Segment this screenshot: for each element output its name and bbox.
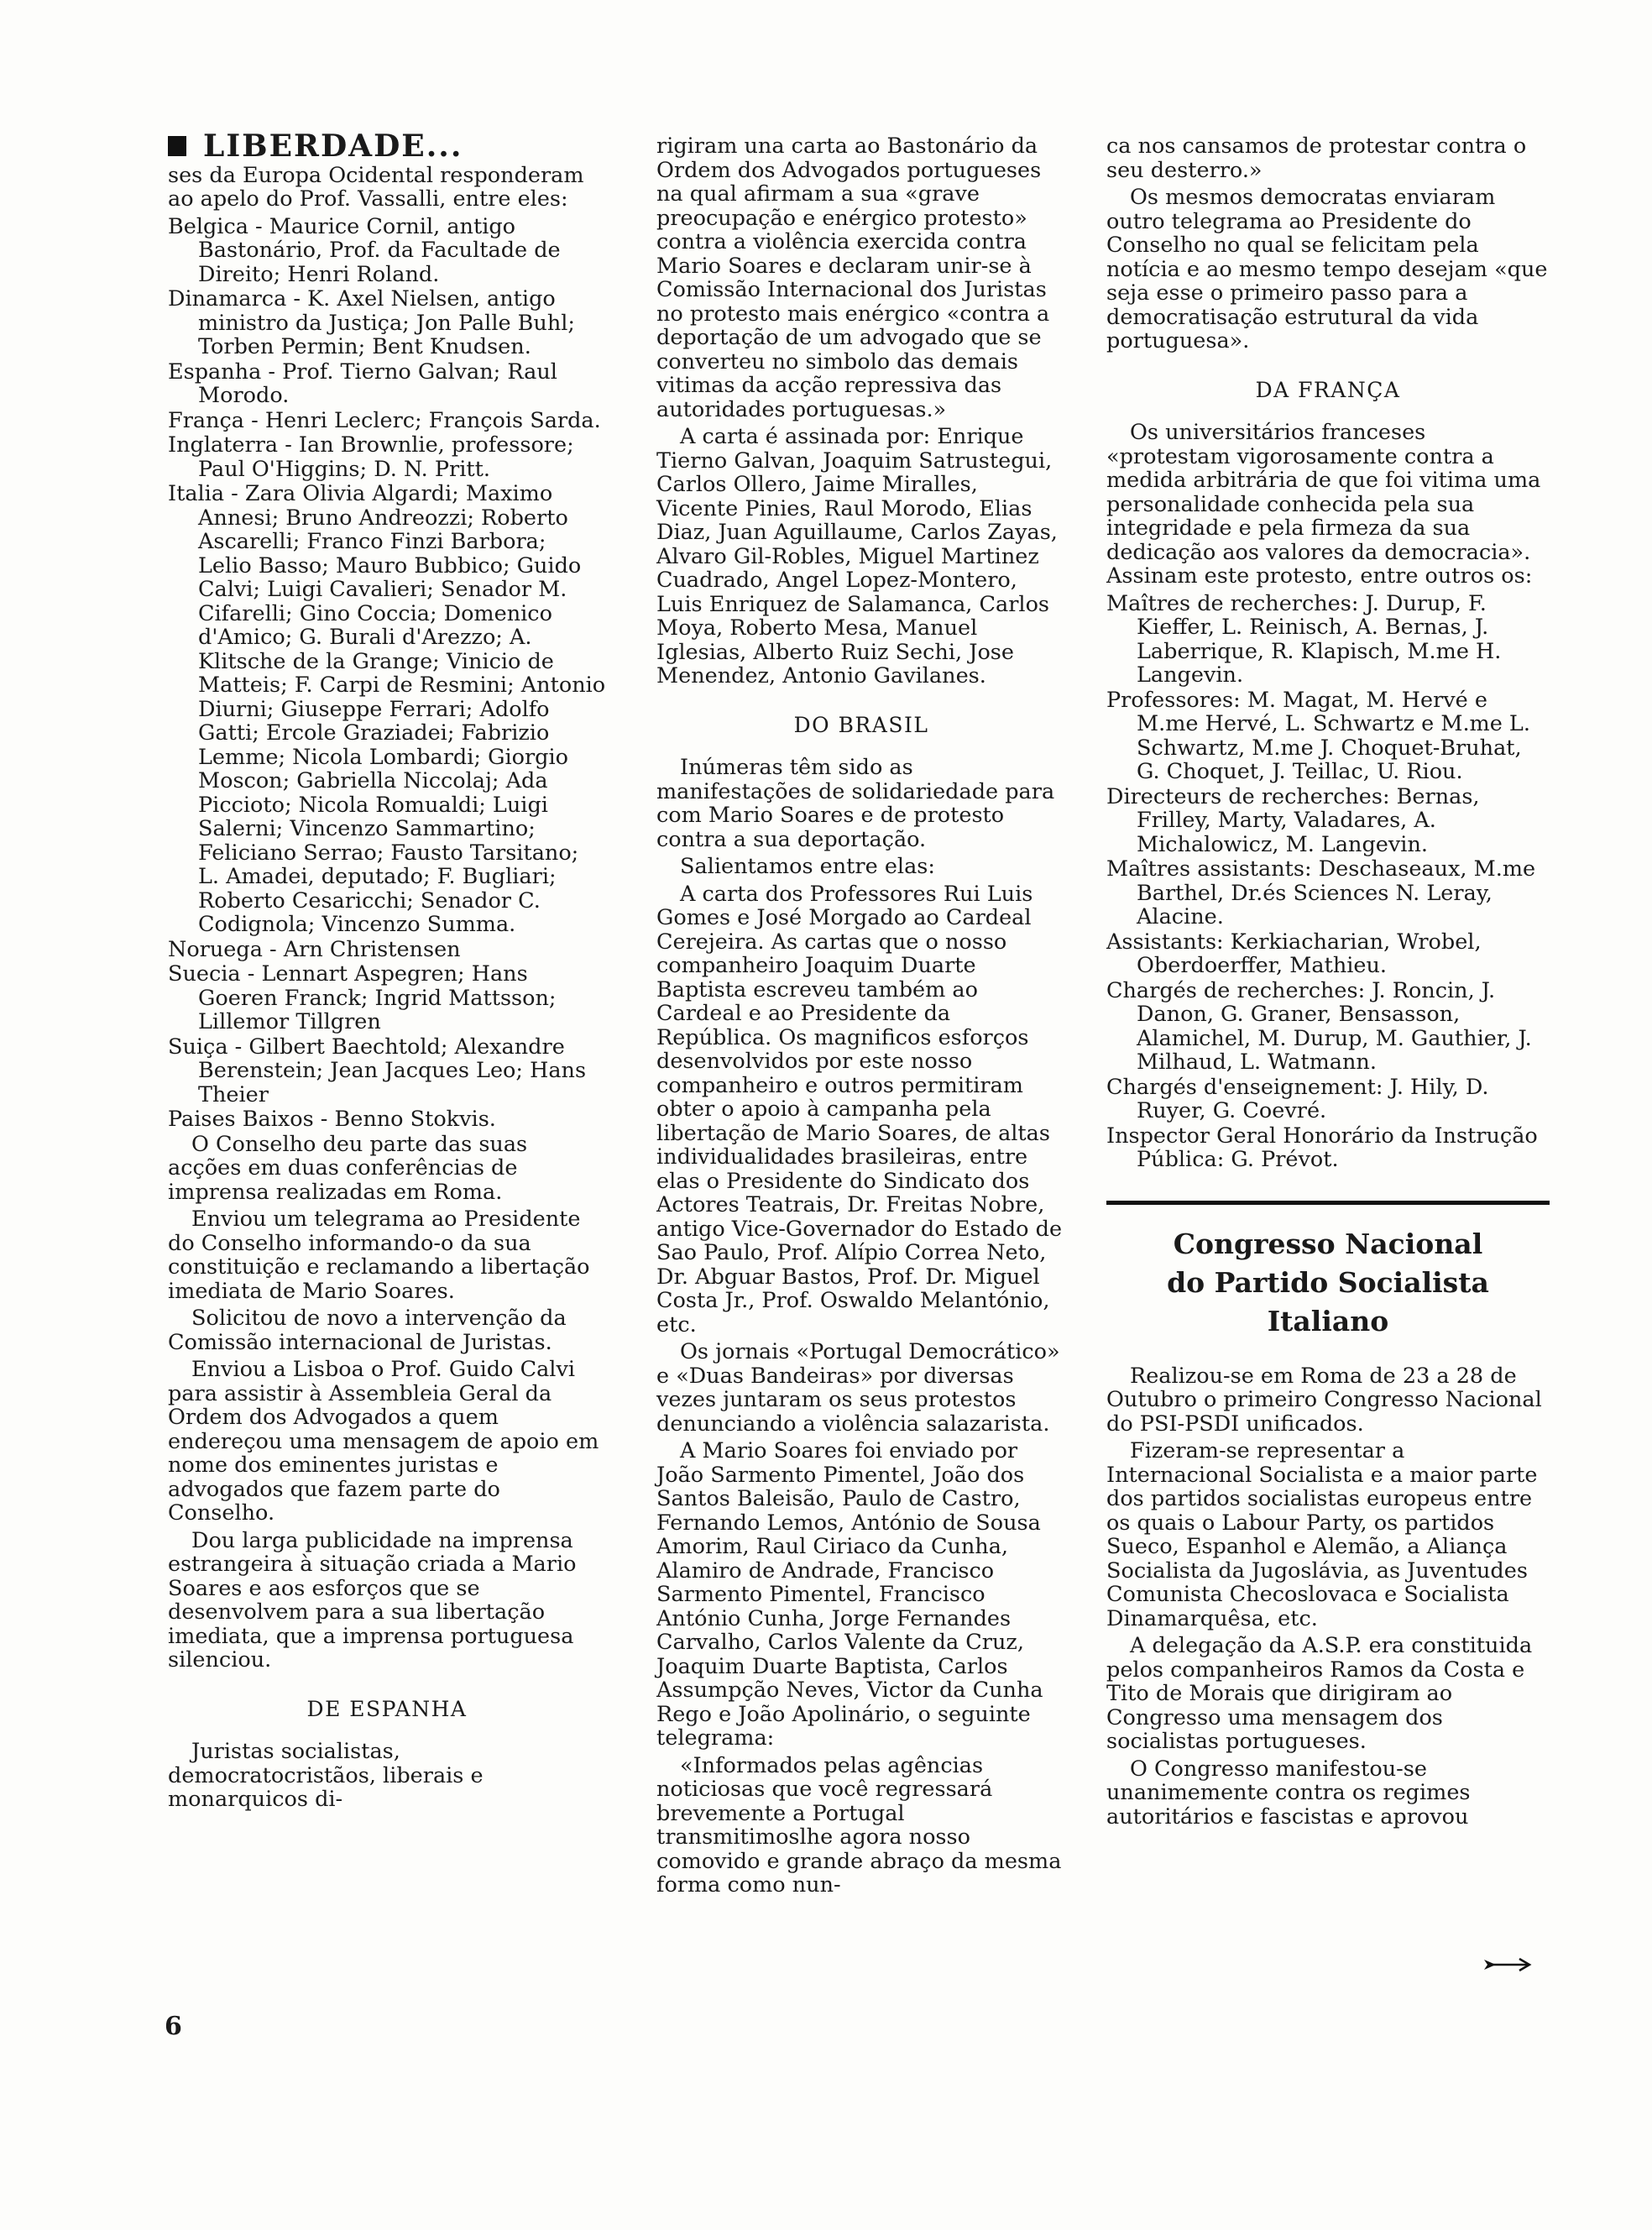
article-title-line-2: do Partido Socialista Italiano bbox=[1167, 1265, 1489, 1337]
country-entry: Paises Baixos - Benno Stokvis. bbox=[168, 1107, 496, 1132]
column-3 bbox=[1106, 134, 1550, 1832]
article-title-line-1: Congresso Nacional bbox=[1173, 1227, 1483, 1260]
column-1 bbox=[168, 128, 606, 1815]
body-paragraph: Os jornais «Portugal Democrático» e «Duas Bandeiras» por diversas vezes juntaram os seus protestos denunciando a violência salazarista. bbox=[656, 1339, 1060, 1437]
body-paragraph: Os universitários franceses «protestam vigorosamente contra a medida arbitrária de que foi vitima uma personalidade conhecida pela sua integridade e pela firmeza da sua dedicação aos valores da democracia». Assinam este protesto, entre outros os: bbox=[1106, 420, 1541, 589]
body-paragraph: rigiram una carta ao Bastonário da Ordem dos Advogados portugueses na qual afirmam a sua «grave preocupação e enérgico protesto» contra a violência exercida contra Mario Soares e declaram unir-se à Comissão Internacional dos Juristas no protesto mais enérgico «contra a deportação de um advogado que se converteu no simbolo das demais vitimas da acção repressiva das autoridades portuguesas.» bbox=[656, 133, 1050, 422]
subheading-espanha: DE ESPANHA bbox=[306, 1696, 468, 1721]
body-paragraph: Enviou a Lisboa o Prof. Guido Calvi para assistir à Assembleia Geral da Ordem dos Advogados a quem endereçou uma mensagem de apoio em nome dos eminentes juristas e advogados que fazem parte do Conselho. bbox=[168, 1357, 599, 1526]
body-paragraph: «Informados pelas agências noticiosas que você regressará brevemente a Portugal transmitimoslhe agora nosso comovido e grande abraço da mesma forma como nun- bbox=[656, 1752, 1062, 1898]
body-paragraph: Inúmeras têm sido as manifestações de solidariedade para com Mario Soares e de protesto contra a sua deportação. bbox=[656, 755, 1055, 852]
body-paragraph: A Mario Soares foi enviado por João Sarmento Pimentel, João dos Santos Baleisão, Paulo de Castro, Fernando Lemos, António de Sousa Amorim, Raul Ciriaco da Cunha, Alamiro de Andrade, Francisco Sarmento Pimentel, Francisco António Cunha, Jorge Fernandes Carvalho, Carlos Valente da Cruz, Joaquim Duarte Baptista, Carlos Assumpção Neves, Victor da Cunha Rego e João Apolinário, o seguinte telegrama: bbox=[656, 1438, 1043, 1751]
column-2 bbox=[656, 134, 1066, 1901]
square-bullet-icon bbox=[168, 136, 186, 156]
country-entry: Noruega - Arn Christensen bbox=[168, 936, 461, 962]
body-paragraph: A carta é assinada por: Enrique Tierno Galvan, Joaquim Satrustegui, Carlos Ollero, Jaime Miralles, Vicente Pinies, Raul Morodo, Elias Diaz, Juan Aguillaume, Carlos Zayas, Alvaro Gil-Robles, Miguel Martinez Cuadrado, Angel Lopez-Montero, Luis Enriquez de Salamanca, Carlos Moya, Roberto Mesa, Manuel Iglesias, Alberto Ruiz Sechi, Jose Menendez, Antonio Gavilanes. bbox=[656, 424, 1058, 688]
body-paragraph: Solicitou de novo a intervenção da Comissão internacional de Juristas. bbox=[168, 1306, 567, 1355]
country-entry: Inglaterra - Ian Brownlie, professore; Paul O'Higgins; D. N. Pritt. bbox=[168, 432, 574, 482]
body-paragraph: Salientamos entre elas: bbox=[680, 854, 935, 879]
country-entry: Belgica - Maurice Cornil, antigo Bastonário, Prof. da Facultade de Direito; Henri Roland. bbox=[168, 213, 561, 287]
intro-paragraph: ses da Europa Ocidental responderam ao apelo do Prof. Vassalli, entre eles: bbox=[168, 162, 584, 212]
signatory-entry: Maîtres assistants: Deschaseaux, M.me Barthel, Dr.és Sciences N. Leray, Alacine. bbox=[1106, 856, 1536, 929]
page-number: 6 bbox=[165, 2012, 182, 2041]
country-entry: Suecia - Lennart Aspegren; Hans Goeren Franck; Ingrid Mattsson; Lillemor Tillgren bbox=[168, 961, 557, 1034]
body-paragraph: Os mesmos democratas enviaram outro telegrama ao Presidente do Conselho no qual se felicitam pela notícia e ao mesmo tempo desejam «que seja esse o primeiro passo para a democratisação estrutural da vida portuguesa». bbox=[1106, 185, 1548, 353]
country-entry: Suiça - Gilbert Baechtold; Alexandre Berenstein; Jean Jacques Leo; Hans Theier bbox=[168, 1034, 587, 1107]
signatory-entry: Directeurs de recherches: Bernas, Frilley, Marty, Valadares, A. Michalowicz, M. Langevin. bbox=[1106, 783, 1480, 857]
heading-text: LIBERDADE... bbox=[203, 128, 463, 164]
body-paragraph: Realizou-se em Roma de 23 a 28 de Outubro o primeiro Congresso Nacional do PSI-PSDI unificados. bbox=[1106, 1363, 1542, 1437]
body-paragraph: Fizeram-se representar a Internacional Socialista e a maior parte dos partidos socialistas europeus entre os quais o Labour Party, os partidos Sueco, Espanhol e Alemão, a Aliança Socialista da Jugoslávia, as Juventudes Comunista Checoslovaca e Socialista Dinamarquêsa, etc. bbox=[1106, 1438, 1538, 1631]
country-entry: Italia - Zara Olivia Algardi; Maximo Annesi; Bruno Andreozzi; Roberto Ascarelli; Franco Finzi Barbora; Lelio Basso; Mauro Bubbico; Guido Calvi; Luigi Cavalieri; Senador M. Cifarelli; Gino Coccia; Domenico d'Amico; G. Burali d'Arezzo; A. Klitsche de la Grange; Vinicio de Matteis; F. Carpi de Resmini; Antonio Diurni; Giuseppe Ferrari; Adolfo Gatti; Ercole Graziadei; Fabrizio Lemme; Nicola Lombardi; Giorgio Moscon; Gabriella Niccolaj; Ada Piccioto; Nicola Romualdi; Luigi Salerni; Vincenzo Sammartino; Feliciano Serrao; Fausto Tarsitano; L. Amadei, deputado; F. Bugliari; Roberto Cesaricchi; Senador C. Codignola; Vincenzo Summa. bbox=[168, 481, 606, 937]
body-paragraph: Dou larga publicidade na imprensa estrangeira à situação criada a Mario Soares e aos esforços que se desenvolvem para a sua libertação imediata, que a imprensa portuguesa silenciou. bbox=[168, 1527, 577, 1672]
country-entry: Dinamarca - K. Axel Nielsen, antigo ministro da Justiça; Jon Palle Buhl; Torben Permin; Bent Knudsen. bbox=[168, 286, 576, 359]
arrow-right-icon bbox=[1484, 1956, 1533, 1973]
body-paragraph: ca nos cansamos de protestar contra o seu desterro.» bbox=[1106, 133, 1527, 183]
body-paragraph: Juristas socialistas, democratocristãos, liberais e monarquicos di- bbox=[168, 1739, 484, 1812]
body-paragraph: O Conselho deu parte das suas acções em duas conferências de imprensa realizadas em Roma. bbox=[168, 1131, 528, 1205]
section-divider bbox=[1106, 1201, 1550, 1205]
body-paragraph: O Congresso manifestou-se unanimemente contra os regimes autoritários e fascistas e aprovou bbox=[1106, 1756, 1471, 1830]
signatory-entry: Assistants: Kerkiacharian, Wrobel, Oberdoerffer, Mathieu. bbox=[1106, 929, 1482, 978]
signatory-entry: Inspector Geral Honorário da Instrução Pública: G. Prévot. bbox=[1106, 1123, 1538, 1172]
subheading-brasil: DO BRASIL bbox=[793, 712, 929, 737]
article-title bbox=[1106, 1225, 1550, 1341]
body-paragraph: Enviou um telegrama ao Presidente do Conselho informando-o da sua constituição e reclamando a libertação imediata de Mario Soares. bbox=[168, 1207, 590, 1304]
signatory-entry: Professores: M. Magat, M. Hervé e M.me Hervé, L. Schwartz e M.me L. Schwartz, M.me J. Choquet-Bruhat, G. Choquet, J. Teillac, U. Riou. bbox=[1106, 687, 1530, 784]
body-paragraph: A delegação da A.S.P. era constituida pelos companheiros Ramos da Costa e Tito de Morais que dirigiram ao Congresso uma mensagem dos socialistas portugueses. bbox=[1106, 1633, 1533, 1754]
section-heading bbox=[168, 128, 606, 164]
body-paragraph: A carta dos Professores Rui Luis Gomes e José Morgado ao Cardeal Cerejeira. As cartas que o nosso companheiro Joaquim Duarte Baptista escreveu também ao Cardeal e ao Presidente da República. Os magnificos esforços desenvolvidos por este nosso companheiro e outros permitiram obter o apoio à campanha pela libertação de Mario Soares, de altas individualidades brasileiras, entre elas o Presidente do Sindicato dos Actores Teatrais, Dr. Freitas Nobre, antigo Vice-Governador do Estado de Sao Paulo, Prof. Alípio Correa Neto, Dr. Abguar Bastos, Prof. Dr. Miguel Costa Jr., Prof. Oswaldo Melantónio, etc. bbox=[656, 881, 1063, 1337]
country-entry: França - Henri Leclerc; François Sarda. bbox=[168, 407, 601, 433]
signatory-entry: Maîtres de recherches: J. Durup, F. Kieffer, L. Reinisch, A. Bernas, J. Laberrique, R. Klapisch, M.me H. Langevin. bbox=[1106, 590, 1502, 688]
signatory-entry: Chargés d'enseignement: J. Hily, D. Ruyer, G. Coevré. bbox=[1106, 1074, 1489, 1123]
country-entry: Espanha - Prof. Tierno Galvan; Raul Morodo. bbox=[168, 359, 557, 408]
subheading-franca: DA FRANÇA bbox=[1255, 377, 1401, 402]
signatory-entry: Chargés de recherches: J. Roncin, J. Danon, G. Graner, Bensasson, Alamichel, M. Durup, M. Gauthier, J. Milhaud, L. Watmann. bbox=[1106, 977, 1532, 1075]
